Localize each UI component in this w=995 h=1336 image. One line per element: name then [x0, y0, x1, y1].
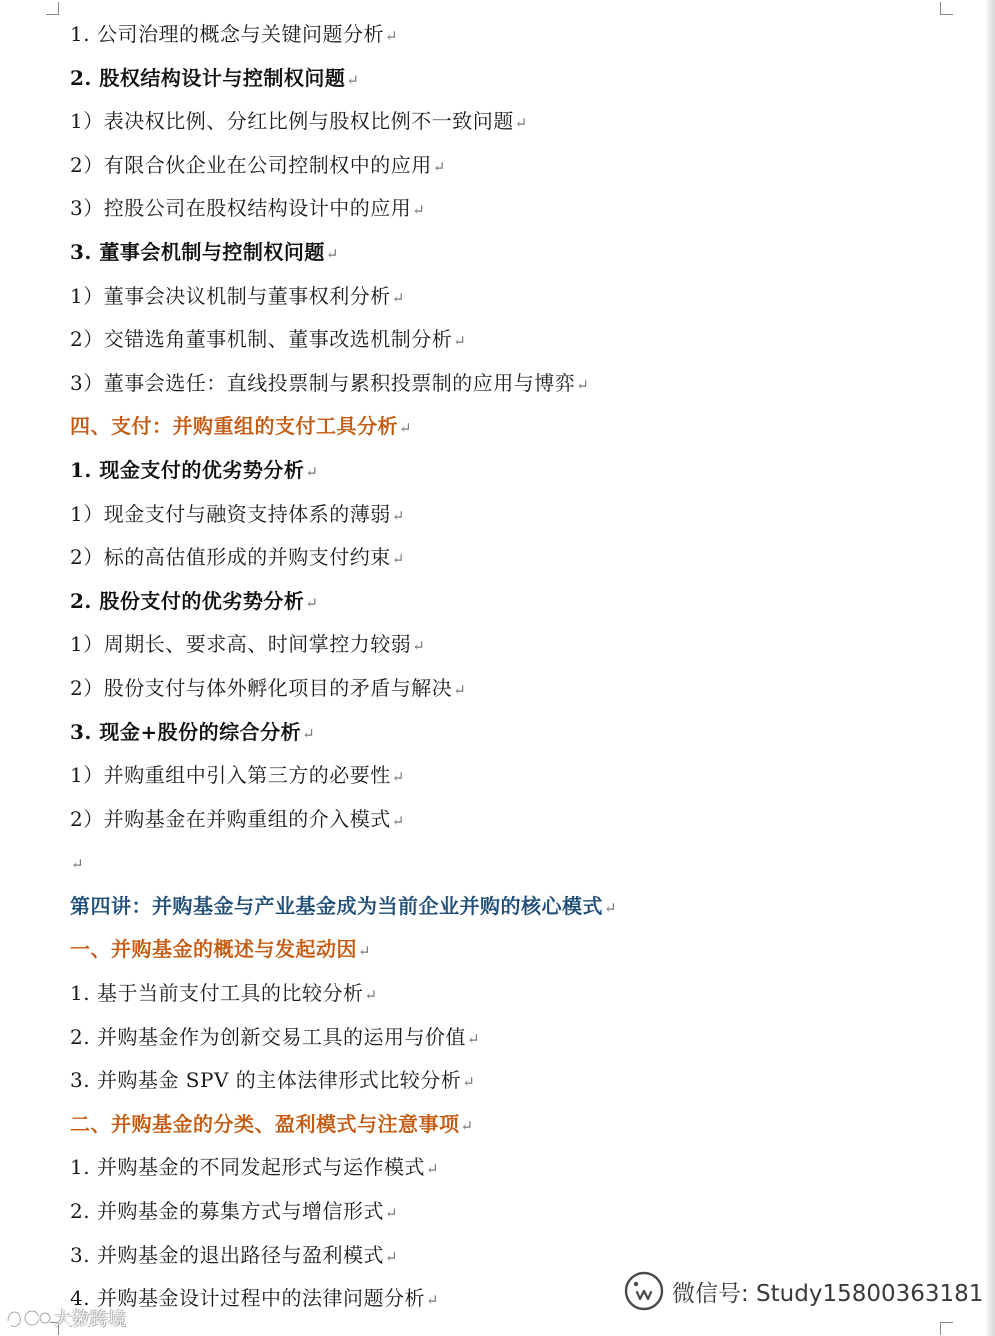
line-text: 1）表决权比例、分红比例与股权比例不一致问题	[70, 109, 514, 134]
paragraph-mark-icon: ↵	[305, 593, 319, 612]
document-line	[70, 929, 950, 973]
line-text: 1）现金支付与融资支持体系的薄弱	[70, 501, 391, 526]
page-edge-shadow	[985, 0, 995, 1336]
line-text: 1. 基于当前支付工具的比较分析	[70, 981, 364, 1006]
paragraph-mark-icon: ↵	[432, 157, 446, 176]
line-text: 2. 并购基金作为创新交易工具的运用与价值	[70, 1024, 466, 1049]
document-line	[70, 1104, 950, 1148]
line-text: 2）有限合伙企业在公司控制权中的应用	[70, 152, 432, 177]
line-text: 3. 董事会机制与控制权问题	[70, 239, 325, 264]
document-line	[70, 232, 950, 276]
logo-text: 大数跨境	[54, 1309, 126, 1330]
line-text: 2. 并购基金的募集方式与增信形式	[70, 1199, 384, 1224]
document-line	[70, 1147, 950, 1191]
document-line	[70, 363, 950, 407]
paragraph-mark-icon: ↵	[453, 680, 467, 699]
line-text: 2）并购基金在并购重组的介入模式	[70, 806, 391, 831]
line-text: 1）周期长、要求高、时间掌控力较弱	[70, 632, 412, 657]
document-line	[70, 101, 950, 145]
page-corner-mark-top-left	[46, 2, 59, 15]
line-text: 2. 股份支付的优劣势分析	[70, 588, 305, 613]
document-line	[70, 581, 950, 625]
paragraph-mark-icon: ↵	[466, 1029, 481, 1048]
document-line	[70, 755, 950, 799]
line-text: 1. 公司治理的概念与关键问题分析	[70, 22, 384, 46]
paragraph-mark-icon: ↵	[384, 1204, 399, 1223]
paragraph-mark-icon: ↵	[391, 288, 405, 307]
document-line	[70, 145, 950, 189]
paragraph-mark-icon: ↵	[576, 375, 590, 394]
line-text: 3）董事会选任：直线投票制与累积投票制的应用与博弈	[70, 370, 576, 395]
paragraph-mark-icon: ↵	[71, 855, 85, 874]
line-text: 2）标的高估值形成的并购支付约束	[70, 545, 391, 570]
paragraph-mark-icon: ↵	[384, 27, 399, 45]
logo-glyph-icon	[4, 1303, 52, 1333]
paragraph-mark-icon: ↵	[302, 724, 316, 743]
paragraph-mark-icon: ↵	[346, 70, 360, 89]
paragraph-mark-icon: ↵	[412, 201, 426, 220]
document-line	[70, 886, 950, 930]
line-text: 3. 现金+股份的综合分析	[70, 719, 302, 744]
line-text: 3. 并购基金的退出路径与盈利模式	[70, 1242, 384, 1267]
document-line	[70, 188, 950, 232]
page-corner-mark-bottom-right	[940, 1322, 953, 1335]
paragraph-mark-icon: ↵	[460, 1116, 474, 1135]
wechat-icon	[624, 1271, 664, 1311]
line-text: 第四讲：并购基金与产业基金成为当前企业并购的核心模式	[70, 893, 603, 918]
document-line	[70, 973, 950, 1017]
document-line	[70, 624, 950, 668]
paragraph-mark-icon: ↵	[391, 811, 405, 830]
line-text: 1）董事会决议机制与董事权利分析	[70, 283, 391, 308]
paragraph-mark-icon: ↵	[391, 768, 405, 787]
paragraph-mark-icon: ↵	[364, 986, 378, 1005]
line-text: 四、支付：并购重组的支付工具分析	[70, 414, 398, 439]
line-text: 2. 股权结构设计与控制权问题	[70, 65, 346, 90]
line-text: 2）股份支付与体外孵化项目的矛盾与解决	[70, 675, 453, 700]
document-line	[70, 406, 950, 450]
line-text: 一、并购基金的概述与发起动因	[70, 937, 357, 962]
line-text: 4. 并购基金设计过程中的法律问题分析	[70, 1286, 425, 1311]
document-line	[70, 450, 950, 494]
paragraph-mark-icon: ↵	[325, 244, 339, 263]
paragraph-mark-icon: ↵	[358, 942, 372, 961]
document-line	[70, 58, 950, 102]
paragraph-mark-icon: ↵	[412, 637, 426, 656]
document-line	[70, 537, 950, 581]
paragraph-mark-icon: ↵	[305, 462, 319, 481]
document-line	[70, 494, 950, 538]
document-line	[70, 319, 950, 363]
paragraph-mark-icon: ↵	[399, 419, 413, 438]
paragraph-mark-icon: ↵	[462, 1073, 476, 1092]
document-line	[70, 14, 950, 58]
document-line	[70, 712, 950, 756]
paragraph-mark-icon: ↵	[391, 550, 405, 569]
document-body	[70, 14, 950, 1322]
document-line	[70, 799, 950, 843]
document-line	[70, 1017, 950, 1061]
document-line	[70, 842, 950, 886]
document-line	[70, 668, 950, 712]
wechat-watermark	[624, 1271, 983, 1311]
paragraph-mark-icon: ↵	[604, 898, 618, 917]
line-text: 1）并购重组中引入第三方的必要性	[70, 763, 391, 788]
paragraph-mark-icon: ↵	[453, 332, 467, 351]
document-line	[70, 1060, 950, 1104]
document-line	[70, 1191, 950, 1235]
paragraph-mark-icon: ↵	[425, 1291, 440, 1310]
paragraph-mark-icon: ↵	[391, 506, 405, 525]
line-text: 二、并购基金的分类、盈利模式与注意事项	[70, 1111, 460, 1136]
document-line	[70, 276, 950, 320]
line-text: 3）控股公司在股权结构设计中的应用	[70, 196, 412, 221]
paragraph-mark-icon: ↵	[384, 1247, 399, 1266]
line-text: 3. 并购基金 SPV 的主体法律形式比较分析	[70, 1068, 462, 1093]
line-text: 1. 现金支付的优劣势分析	[70, 457, 305, 482]
watermark-text: 微信号: Study15800363181	[672, 1280, 984, 1307]
paragraph-mark-icon: ↵	[425, 1160, 440, 1179]
line-text: 1. 并购基金的不同发起形式与运作模式	[70, 1155, 425, 1180]
brand-logo	[4, 1302, 126, 1334]
paragraph-mark-icon: ↵	[514, 114, 528, 133]
line-text: 2）交错选角董事机制、董事改选机制分析	[70, 327, 453, 352]
